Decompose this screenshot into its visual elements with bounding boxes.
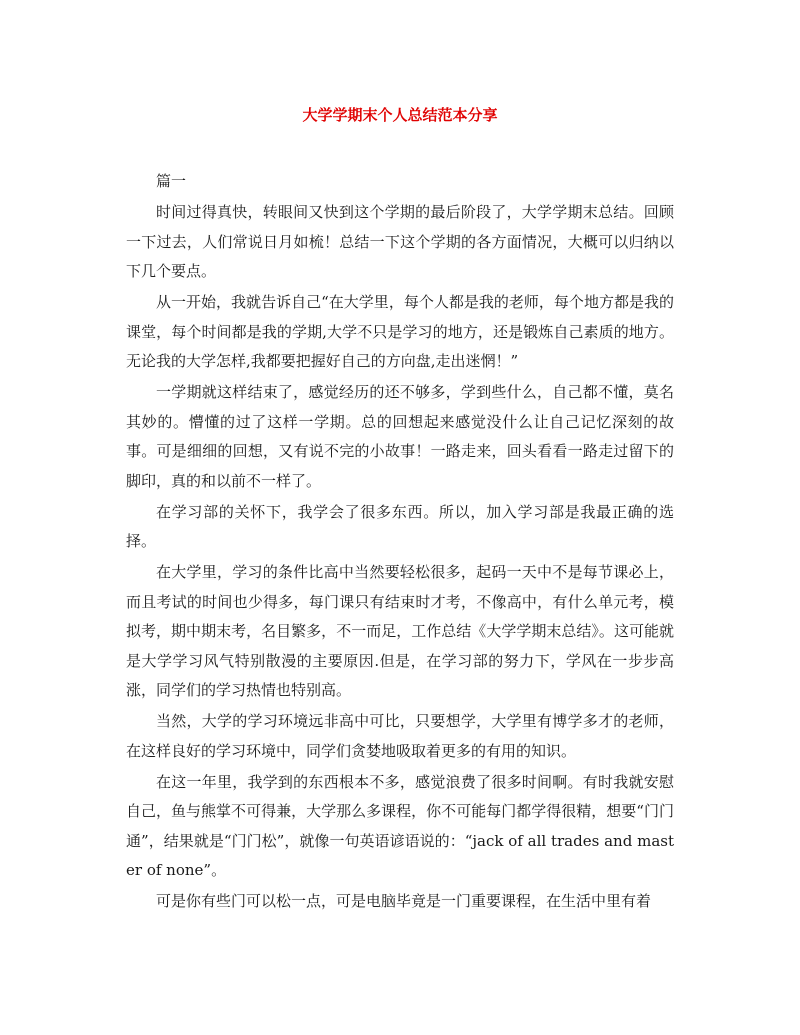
paragraph-2: 从一开始，我就告诉自己“在大学里，每个人都是我的老师，每个地方都是我的课堂，每个时间都是我的学期,大学不只是学习的地方，还是锻炼自己素质的地方。无论我的大学怎样,我都要把握好自己的方向盘,走出迷惘！” bbox=[126, 293, 674, 370]
paragraph-8: 可是你有些门可以松一点，可是电脑毕竟是一门重要课程，在生活中里有着 bbox=[156, 892, 652, 910]
document-body bbox=[126, 167, 674, 918]
paragraph-7: 在这一年里，我学到的东西根本不多，感觉浪费了很多时间啊。有时我就安慰自己，鱼与熊掌不可得兼，大学那么多课程，你不可能每门都学得很精，想要“门门通”，结果就是“门门松”，就像一句英语谚语说的：“jack of all trades and master of none”。 bbox=[126, 772, 674, 879]
paragraph-5: 在大学里，学习的条件比高中当然要轻松很多，起码一天中不是每节课必上，而且考试的时间也少得多，每门课只有结束时才考，不像高中，有什么单元考，模拟考，期中期末考，名目繁多，不一而足，工作总结《大学学期末总结》。这可能就是大学学习风气特别散漫的主要原因.但是，在学习部的努力下，学风在一步步高涨，同学们的学习热情也特别高。 bbox=[126, 563, 674, 699]
paragraph-6: 当然，大学的学习环境远非高中可比，只要想学，大学里有博学多才的老师，在这样良好的学习环境中，同学们贪婪地吸取着更多的有用的知识。 bbox=[126, 712, 674, 760]
paragraph-4: 在学习部的关怀下，我学会了很多东西。所以，加入学习部是我最正确的选择。 bbox=[126, 502, 674, 550]
paragraph-1: 时间过得真快，转眼间又快到这个学期的最后阶段了，大学学期末总结。回顾一下过去，人们常说日月如梳！总结一下这个学期的各方面情况，大概可以归纳以下几个要点。 bbox=[126, 203, 674, 280]
document-title: 大学学期末个人总结范本分享 bbox=[302, 106, 498, 124]
paragraph-3: 一学期就这样结束了，感觉经历的还不够多，学到些什么，自己都不懂，莫名其妙的。懵懂的过了这样一学期。总的回想起来感觉没什么让自己记忆深刻的故事。可是细细的回想，又有说不完的小故事！一路走来，回头看看一路走过留下的脚印，真的和以前不一样了。 bbox=[126, 383, 674, 490]
section-label: 篇一 bbox=[156, 172, 187, 190]
